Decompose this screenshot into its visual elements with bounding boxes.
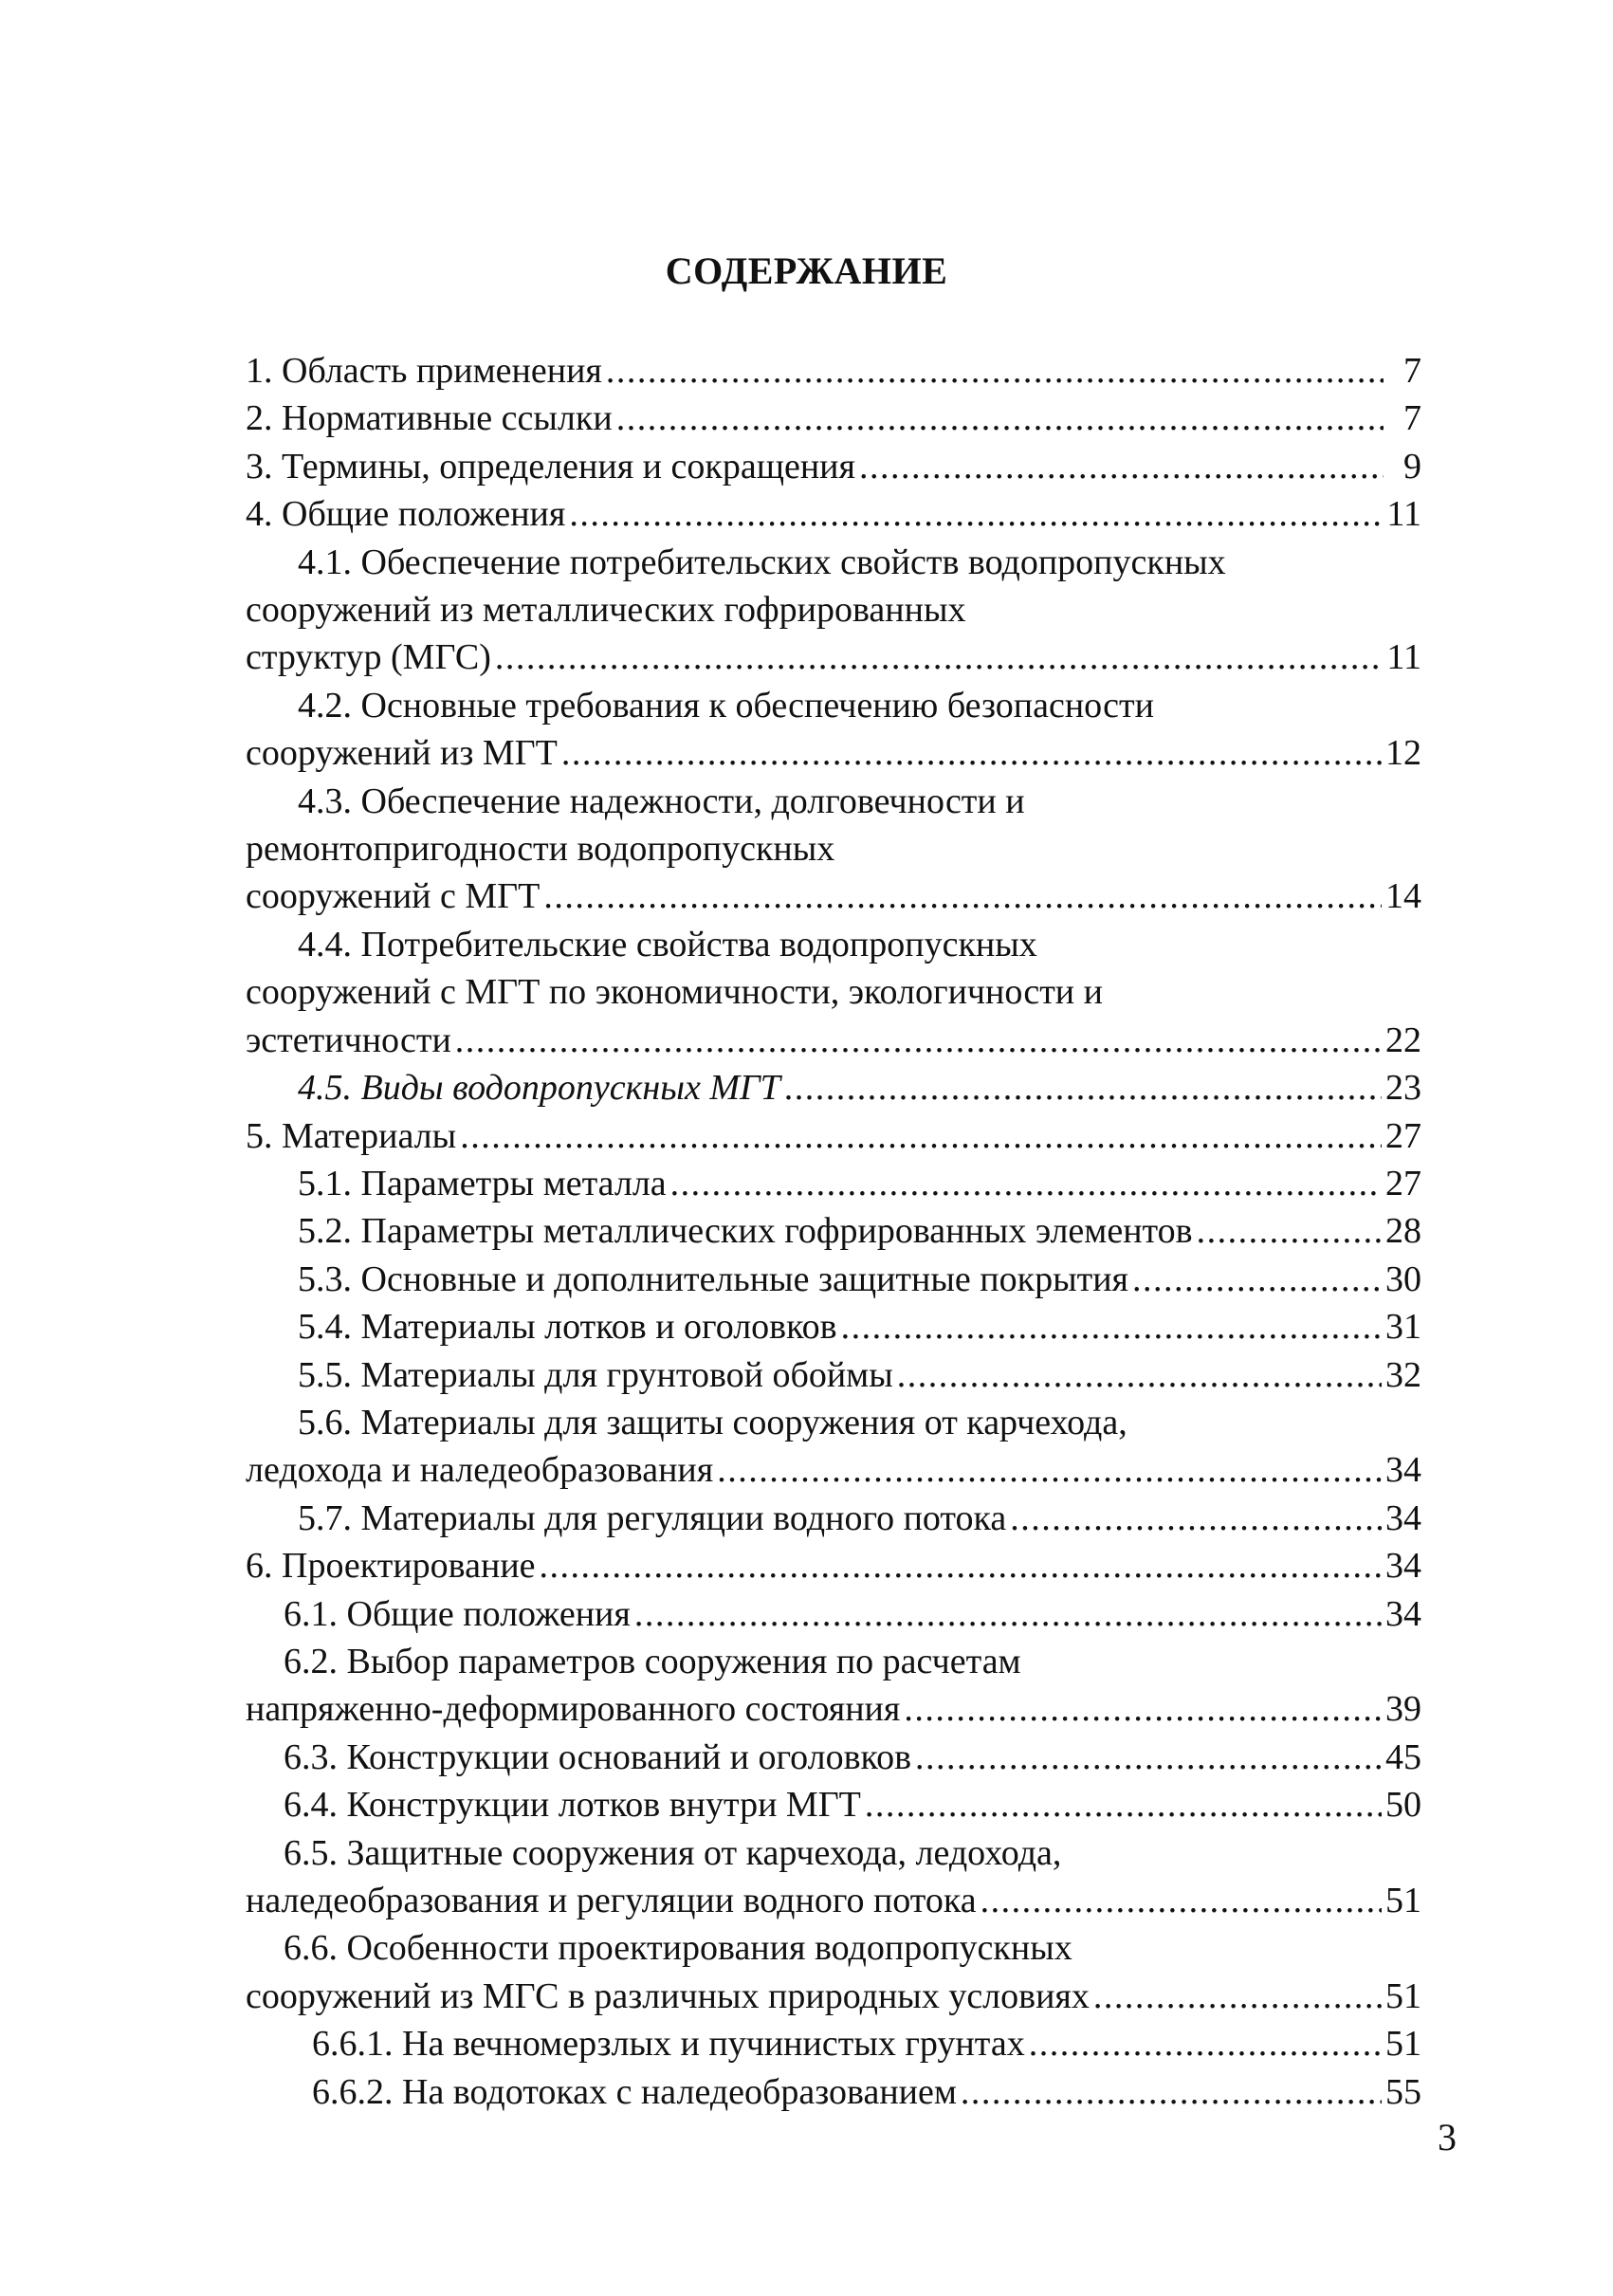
- toc-entry-text: сооружений из металлических гофрированных: [246, 590, 966, 631]
- toc-page-number: 28: [1385, 1211, 1421, 1252]
- toc-entry-text: 5.6. Материалы для защиты сооружения от карчехода,: [298, 1402, 1127, 1442]
- leader-dots: [606, 347, 1384, 395]
- toc-entry: [246, 443, 1421, 490]
- toc-entry-text: сооружений из МГС в различных природных условиях: [246, 1975, 1090, 2016]
- toc-entry: [246, 1112, 1421, 1160]
- toc-entry: [246, 1638, 1421, 1734]
- leader-dots: [616, 395, 1384, 442]
- toc-entry-text: 4.1. Обеспечение потребительских свойств водопропускных: [298, 542, 1226, 582]
- toc-page-number: 34: [1385, 1546, 1421, 1587]
- toc-page-number: 34: [1385, 1497, 1421, 1538]
- toc-entry: [246, 1590, 1421, 1638]
- toc-page-number: 55: [1385, 2071, 1421, 2112]
- toc-entry: [246, 1924, 1421, 2020]
- toc-entry-text: наледеобразования и регуляции водного потока: [246, 1881, 977, 1920]
- toc-entry-text: напряженно-деформированного состояния: [246, 1689, 901, 1730]
- toc-entry: [246, 395, 1421, 442]
- toc-page-number: 12: [1385, 733, 1421, 774]
- toc-entry-text: 5.1. Параметры металла: [298, 1163, 667, 1203]
- page-title: СОДЕРЖАНИЕ: [665, 249, 948, 292]
- toc-page-number: 31: [1385, 1307, 1421, 1348]
- toc-page-number: 45: [1385, 1736, 1421, 1777]
- toc-entry: [246, 1734, 1421, 1781]
- toc-entry: [246, 778, 1421, 921]
- toc-entry: [246, 1542, 1421, 1589]
- toc-entry: [246, 1781, 1421, 1828]
- table-of-contents: [246, 347, 1421, 2116]
- page-number: 3: [1438, 2116, 1457, 2158]
- toc-entry-text: 3. Термины, определения и сокращения: [246, 446, 855, 487]
- toc-entry-text: 4.5. Виды водопропускных МГТ: [298, 1068, 780, 1109]
- leader-dots: [897, 1351, 1382, 1399]
- leader-dots: [717, 1446, 1382, 1494]
- leader-dots: [915, 1734, 1382, 1781]
- toc-page-number: 27: [1385, 1163, 1421, 1203]
- leader-dots: [1197, 1207, 1382, 1255]
- toc-page-number: 50: [1385, 1785, 1421, 1826]
- toc-page-number: 34: [1385, 1593, 1421, 1634]
- toc-entry-text: эстетичности: [246, 1019, 451, 1060]
- leader-dots: [543, 872, 1382, 920]
- toc-page-number: 7: [1403, 398, 1421, 439]
- toc-entry-text: сооружений с МГТ по экономичности, экологичности и: [246, 972, 1103, 1013]
- leader-dots: [784, 1064, 1382, 1111]
- toc-entry: [246, 1256, 1421, 1303]
- leader-dots: [561, 729, 1382, 777]
- leader-dots: [455, 1017, 1382, 1064]
- toc-entry-text: 4.4. Потребительские свойства водопропускных: [298, 924, 1037, 964]
- toc-page-number: 51: [1385, 2024, 1421, 2065]
- toc-entry: [246, 1829, 1421, 1925]
- toc-entry-text: сооружений из МГТ: [246, 733, 558, 774]
- toc-entry-text: 4. Общие положения: [246, 494, 566, 535]
- toc-entry-text: ледохода и наледеобразования: [246, 1450, 714, 1491]
- toc-entry-text: 5.2. Параметры металлических гофрированных элементов: [298, 1211, 1193, 1252]
- leader-dots: [1093, 1973, 1382, 2020]
- toc-entry-text: 2. Нормативные ссылки: [246, 398, 613, 439]
- toc-entry-text: 1. Область применения: [246, 351, 602, 391]
- leader-dots: [865, 1781, 1382, 1828]
- toc-entry: [246, 921, 1421, 1064]
- toc-entry: [246, 2068, 1421, 2116]
- toc-entry-text: 6.6.2. На водотоках с наледеобразованием: [312, 2071, 957, 2112]
- toc-entry-text: 5.5. Материалы для грунтовой обоймы: [298, 1354, 893, 1395]
- leader-dots: [961, 2068, 1382, 2116]
- toc-entry: [246, 490, 1421, 538]
- leader-dots: [904, 1685, 1382, 1733]
- toc-entry: [246, 539, 1421, 682]
- toc-entry-text: сооружений с МГТ: [246, 876, 541, 917]
- leader-dots: [981, 1877, 1382, 1924]
- toc-page-number: 27: [1385, 1115, 1421, 1156]
- toc-entry-text: 6.6.1. На вечномерзлых и пучинистых грунтах: [312, 2024, 1025, 2065]
- leader-dots: [1029, 2020, 1382, 2067]
- leader-dots: [1010, 1495, 1382, 1542]
- leader-dots: [460, 1112, 1382, 1160]
- toc-entry: [246, 1064, 1421, 1111]
- toc-page-number: 14: [1385, 876, 1421, 917]
- toc-page-number: 9: [1403, 446, 1421, 487]
- leader-dots: [495, 634, 1383, 681]
- toc-page-number: 51: [1385, 1975, 1421, 2016]
- toc-entry: [246, 1303, 1421, 1350]
- toc-entry: [246, 1160, 1421, 1207]
- toc-page-number: 11: [1386, 637, 1421, 678]
- toc-entry: [246, 1399, 1421, 1495]
- toc-page-number: 51: [1385, 1881, 1421, 1920]
- toc-page-number: 32: [1385, 1354, 1421, 1395]
- toc-page-number: 34: [1385, 1450, 1421, 1491]
- leader-dots: [1132, 1256, 1382, 1303]
- toc-page-number: 23: [1385, 1068, 1421, 1109]
- toc-entry-text: 5.3. Основные и дополнительные защитные покрытия: [298, 1258, 1129, 1299]
- toc-entry-text: 6.1. Общие положения: [284, 1593, 631, 1634]
- toc-entry-text: 6.3. Конструкции оснований и оголовков: [284, 1736, 912, 1777]
- toc-entry: [246, 682, 1421, 778]
- toc-entry: [246, 1207, 1421, 1255]
- toc-entry-text: структур (МГС): [246, 637, 491, 678]
- toc-entry-text: ремонтопригодности водопропускных: [246, 829, 835, 870]
- toc-entry-text: 6.4. Конструкции лотков внутри МГТ: [284, 1785, 861, 1826]
- leader-dots: [569, 490, 1383, 538]
- toc-entry: [246, 2020, 1421, 2067]
- toc-page-number: 30: [1385, 1258, 1421, 1299]
- toc-entry-text: 4.3. Обеспечение надежности, долговечности и: [298, 781, 1025, 821]
- toc-entry-text: 6. Проектирование: [246, 1546, 536, 1587]
- toc-entry-text: 5.7. Материалы для регуляции водного потока: [298, 1497, 1007, 1538]
- toc-entry-text: 6.2. Выбор параметров сооружения по расчетам: [284, 1641, 1021, 1681]
- toc-entry: [246, 1351, 1421, 1399]
- toc-entry-text: 4.2. Основные требования к обеспечению безопасности: [298, 685, 1154, 726]
- toc-entry-text: 6.6. Особенности проектирования водопропускных: [284, 1928, 1072, 1969]
- toc-entry-text: 5.4. Материалы лотков и оголовков: [298, 1307, 837, 1348]
- toc-page-number: 7: [1403, 351, 1421, 391]
- leader-dots: [634, 1590, 1382, 1638]
- leader-dots: [670, 1160, 1382, 1207]
- leader-dots: [859, 443, 1384, 490]
- toc-entry-text: 6.5. Защитные сооружения от карчехода, ледохода,: [284, 1832, 1062, 1873]
- leader-dots: [841, 1303, 1382, 1350]
- toc-entry-text: 5. Материалы: [246, 1115, 457, 1156]
- toc-entry: [246, 347, 1421, 395]
- toc-page-number: 39: [1385, 1689, 1421, 1730]
- leader-dots: [540, 1542, 1382, 1589]
- toc-entry: [246, 1495, 1421, 1542]
- toc-page-number: 11: [1386, 494, 1421, 535]
- toc-page-number: 22: [1385, 1019, 1421, 1060]
